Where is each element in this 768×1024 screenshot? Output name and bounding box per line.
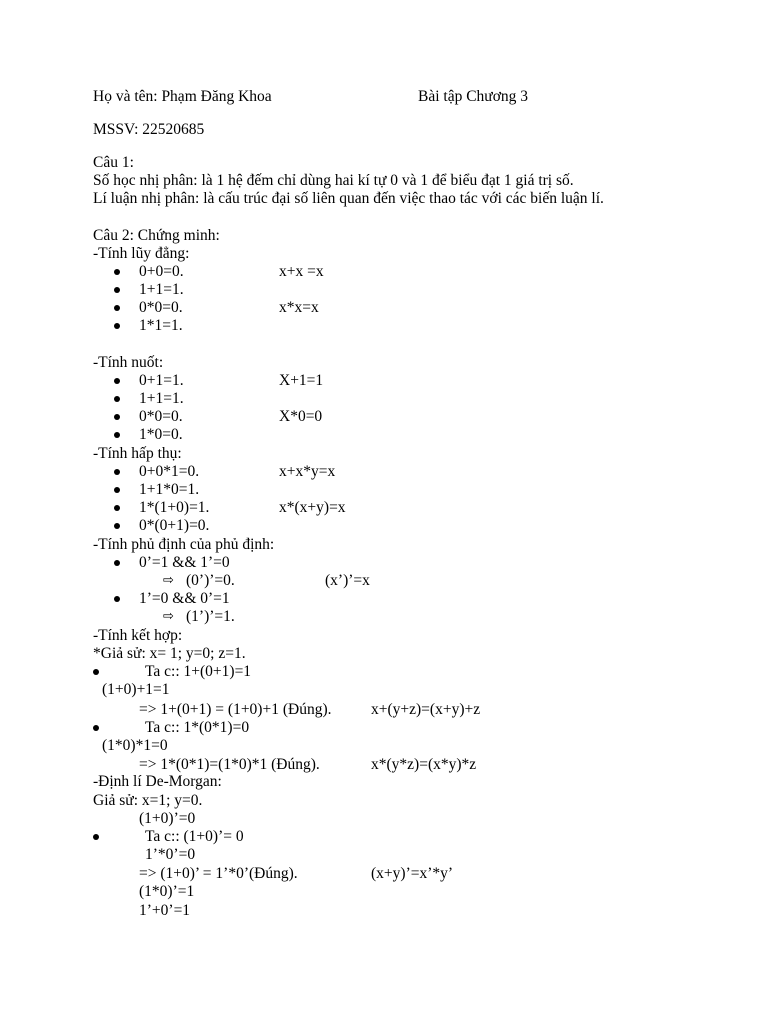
bullet bbox=[114, 287, 120, 293]
proof-line: => 1+(0+1) = (1+0)+1 (Đúng). bbox=[139, 701, 332, 718]
bullet bbox=[114, 378, 120, 384]
bullet bbox=[114, 487, 120, 493]
proof-line: 1’*0’=0 bbox=[145, 846, 196, 863]
bullet bbox=[93, 669, 99, 675]
list-item: 1*0=0. bbox=[139, 426, 183, 443]
demorgan-title: -Định lí De-Morgan: bbox=[93, 773, 222, 790]
arrow-icon: ⇨ bbox=[163, 573, 174, 588]
proof-line: Ta c:: 1+(0+1)=1 bbox=[145, 663, 252, 680]
list-item: 1+1*0=1. bbox=[139, 481, 200, 498]
proof-line: (1+0)’=0 bbox=[139, 810, 196, 827]
proof-line: (1*0)*1=0 bbox=[102, 737, 168, 754]
associative-assumption: *Giả sử: x= 1; y=0; z=1. bbox=[93, 645, 246, 662]
list-item: 1+1=1. bbox=[139, 390, 184, 407]
idempotent-title: -Tính lũy đẳng: bbox=[93, 245, 190, 262]
bullet bbox=[93, 834, 99, 840]
bullet bbox=[114, 560, 120, 566]
student-name: Họ và tên: Phạm Đăng Khoa bbox=[93, 88, 272, 105]
bullet bbox=[114, 269, 120, 275]
q2-heading: Câu 2: Chứng minh: bbox=[93, 227, 220, 244]
student-id: MSSV: 22520685 bbox=[93, 121, 205, 138]
formula: x+(y+z)=(x+y)+z bbox=[371, 701, 481, 718]
list-item: 0*0=0. bbox=[139, 408, 183, 425]
formula: x+x =x bbox=[279, 263, 324, 280]
result-line: (1’)’=1. bbox=[186, 608, 235, 625]
list-item: 1’=0 && 0’=1 bbox=[139, 590, 230, 607]
bullet bbox=[114, 596, 120, 602]
proof-line: => (1+0)’ = 1’*0’(Đúng). bbox=[139, 865, 298, 882]
bullet bbox=[114, 396, 120, 402]
list-item: 1+1=1. bbox=[139, 281, 184, 298]
list-item: 0*0=0. bbox=[139, 299, 183, 316]
q1-line-binary-arithmetic: Số học nhị phân: là 1 hệ đếm chỉ dùng hai kí tự 0 và 1 để biểu đạt 1 giá trị số. bbox=[93, 172, 574, 189]
bullet bbox=[114, 432, 120, 438]
formula: X+1=1 bbox=[279, 372, 324, 389]
formula: X*0=0 bbox=[279, 408, 323, 425]
list-item: 0’=1 && 1’=0 bbox=[139, 554, 230, 571]
double-negation-title: -Tính phủ định của phủ định: bbox=[93, 536, 275, 553]
dominance-title: -Tính nuốt: bbox=[93, 354, 164, 371]
bullet bbox=[114, 323, 120, 329]
proof-line: => 1*(0*1)=(1*0)*1 (Đúng). bbox=[139, 756, 320, 773]
list-item: 1*(1+0)=1. bbox=[139, 499, 210, 516]
formula: x*x=x bbox=[279, 299, 319, 316]
q1-heading: Câu 1: bbox=[93, 154, 134, 171]
list-item: 0+0=0. bbox=[139, 263, 184, 280]
list-item: 1*1=1. bbox=[139, 317, 183, 334]
bullet bbox=[114, 505, 120, 511]
list-item: 0+1=1. bbox=[139, 372, 184, 389]
assignment-title: Bài tập Chương 3 bbox=[418, 88, 529, 105]
demorgan-assumption: Giả sử: x=1; y=0. bbox=[93, 792, 203, 809]
formula: x*(x+y)=x bbox=[279, 499, 346, 516]
bullet bbox=[114, 523, 120, 529]
formula: x*(y*z)=(x*y)*z bbox=[371, 756, 477, 773]
q1-line-binary-logic: Lí luận nhị phân: là cấu trúc đại số liên quan đến việc thao tác với các biến luận lí. bbox=[93, 190, 604, 207]
bullet bbox=[114, 305, 120, 311]
list-item: 0+0*1=0. bbox=[139, 463, 200, 480]
proof-line: (1+0)+1=1 bbox=[102, 681, 170, 698]
result-line: (0’)’=0. bbox=[186, 572, 235, 589]
formula: (x+y)’=x’*y’ bbox=[371, 865, 454, 882]
associative-title: -Tính kết hợp: bbox=[93, 627, 183, 644]
proof-line: Ta c:: 1*(0*1)=0 bbox=[145, 719, 250, 736]
arrow-icon: ⇨ bbox=[163, 609, 174, 624]
proof-line: 1’+0’=1 bbox=[139, 902, 191, 919]
absorption-title: -Tính hấp thụ: bbox=[93, 445, 182, 462]
proof-line: Ta c:: (1+0)’= 0 bbox=[145, 828, 244, 845]
bullet bbox=[114, 469, 120, 475]
list-item: 0*(0+1)=0. bbox=[139, 517, 210, 534]
formula: (x’)’=x bbox=[325, 572, 370, 589]
bullet bbox=[93, 725, 99, 731]
bullet bbox=[114, 414, 120, 420]
formula: x+x*y=x bbox=[279, 463, 336, 480]
proof-line: (1*0)’=1 bbox=[139, 883, 195, 900]
